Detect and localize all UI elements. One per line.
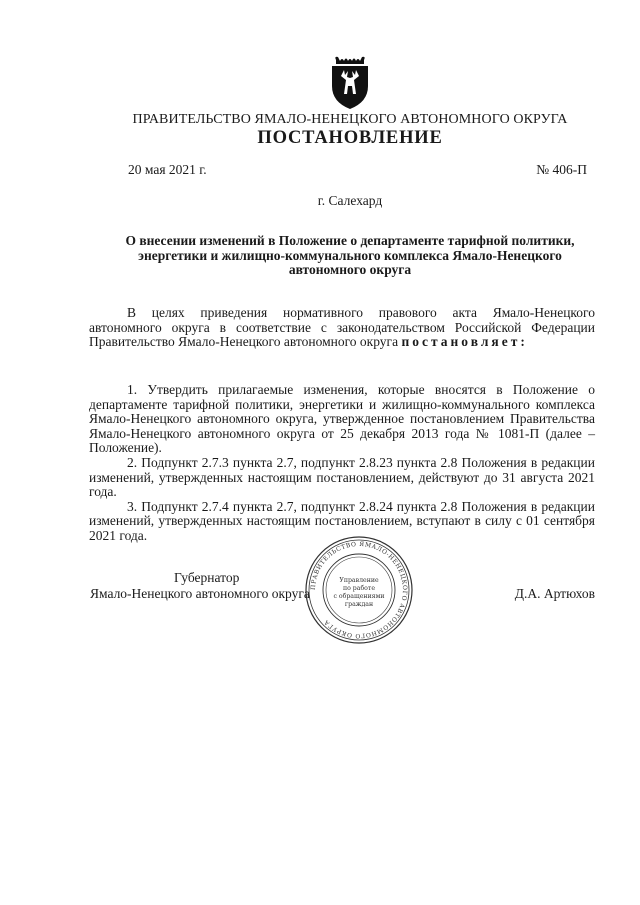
signatory-name: Д.А. Артюхов <box>514 586 595 601</box>
intro-verb: постановляет: <box>401 334 528 350</box>
yamal-coat-of-arms-icon <box>326 56 374 110</box>
document-title: О внесении изменений в Положение о департаменте тарифной политики, энергетики и жилищно-коммунального комплекса Ямало-Ненецкого автономного округа <box>125 233 575 277</box>
seal-inner-line-1: Управление <box>339 577 379 584</box>
official-seal-stamp <box>303 534 415 646</box>
item-paragraph-2: 2. Подпункт 2.7.3 пункта 2.7, подпункт 2.8.23 пункта 2.8 Положения в редакции изменений, утвержденных настоящим постановлением, действуют до 31 августа 2021 года. <box>89 454 595 500</box>
seal-inner-line-2: по работе <box>342 585 376 592</box>
document-type-heading: ПОСТАНОВЛЕНИЕ <box>257 128 443 148</box>
item-paragraph-3: 3. Подпункт 2.7.4 пункта 2.7, подпункт 2.8.24 пункта 2.8 Положения в редакции изменений, утвержденных настоящим постановлением, вступают в силу с 01 сентября 2021 года. <box>89 498 595 543</box>
signatory-organization: Ямало-Ненецкого автономного округа <box>90 586 310 601</box>
document-date: 20 мая 2021 г. <box>128 162 207 177</box>
intro-text: В целях приведения нормативного правового акта Ямало-Ненецкого автономного округа в соответствие с законодательством Российской Федерации Правительство Ямало-Ненецкого автономного округа <box>89 305 595 350</box>
item-paragraph-1: 1. Утвердить прилагаемые изменения, которые вносятся в Положение о департаменте тарифной политики, энергетики и жилищно-коммунального комплекса Ямало-Ненецкого автономного округа, утвержденное постановлением Правительства Ямало-Ненецкого автономного округа от 25 декабря 2013 года № 1081-П (далее – Положение). <box>89 382 595 456</box>
intro-section <box>89 306 595 350</box>
document-number: № 406-П <box>536 162 587 177</box>
document-city: г. Салехард <box>317 193 383 208</box>
items-section <box>89 383 595 544</box>
seal-inner-line-4: граждан <box>344 601 374 608</box>
signatory-position: Губернатор <box>174 570 240 585</box>
seal-outer-text: ПРАВИТЕЛЬСТВО ЯМАЛО-НЕНЕЦКОГО АВТОНОМНОГО ОКРУГА <box>309 540 409 640</box>
organization-heading: ПРАВИТЕЛЬСТВО ЯМАЛО-НЕНЕЦКОГО АВТОНОМНОГО ОКРУГА <box>132 112 568 127</box>
intro-paragraph <box>89 306 595 350</box>
seal-inner-line-3: с обращениями <box>333 593 385 600</box>
